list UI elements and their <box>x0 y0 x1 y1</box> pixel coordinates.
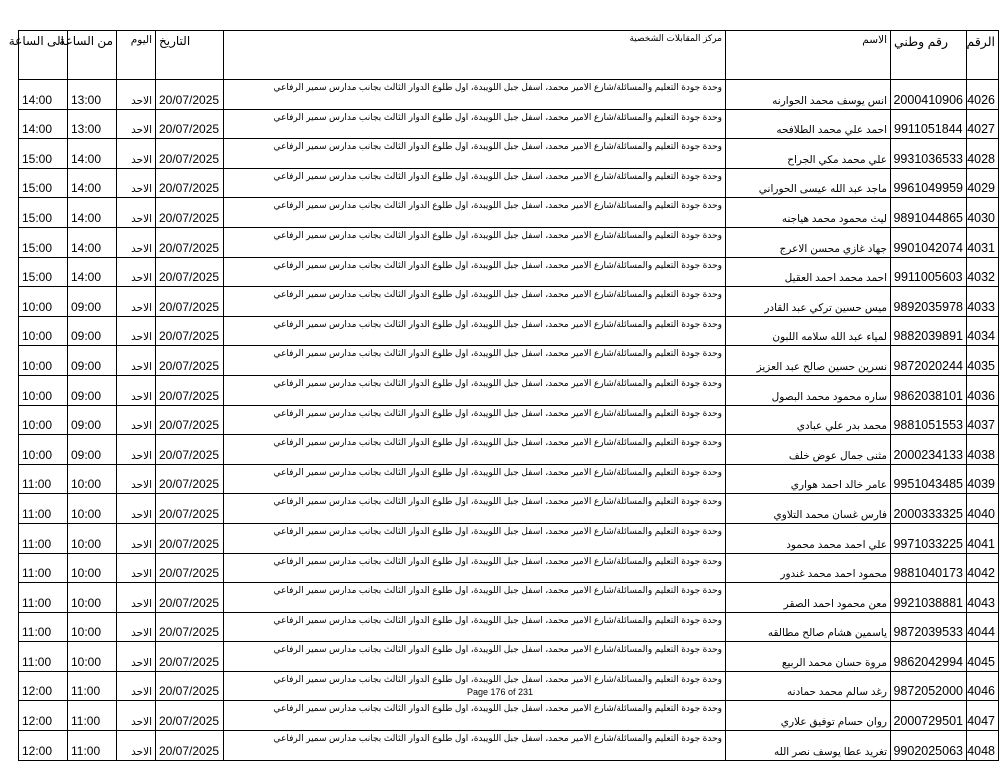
cell-national-id: 9881051553 <box>891 405 967 435</box>
cell-day: الاحد <box>117 701 156 731</box>
cell-center: وحدة جودة التعليم والمسائلة/شارع الامير محمد، اسفل جبل اللويبدة، اول طلوع الدوار الثالث بجانب مدارس سمير الرفاعي <box>224 346 726 376</box>
cell-to-time: 14:00 <box>19 109 68 139</box>
cell-num: 4039 <box>967 464 999 494</box>
cell-center: وحدة جودة التعليم والمسائلة/شارع الامير محمد، اسفل جبل اللويبدة، اول طلوع الدوار الثالث بجانب مدارس سمير الرفاعي <box>224 494 726 524</box>
cell-name: علي محمد مكي الجراح <box>726 139 891 169</box>
cell-from-time: 10:00 <box>68 612 117 642</box>
cell-from-time: 10:00 <box>68 583 117 613</box>
interview-schedule-table <box>8 30 999 761</box>
cell-num: 4036 <box>967 375 999 405</box>
cell-name: احمد محمد احمد العقيل <box>726 257 891 287</box>
cell-center: وحدة جودة التعليم والمسائلة/شارع الامير محمد، اسفل جبل اللويبدة، اول طلوع الدوار الثالث بجانب مدارس سمير الرفاعي <box>224 612 726 642</box>
cell-national-id: 9931036533 <box>891 139 967 169</box>
cell-center: وحدة جودة التعليم والمسائلة/شارع الامير محمد، اسفل جبل اللويبدة، اول طلوع الدوار الثالث بجانب مدارس سمير الرفاعي <box>224 553 726 583</box>
cell-day: الاحد <box>117 494 156 524</box>
cell-to-time: 11:00 <box>19 523 68 553</box>
cell-day: الاحد <box>117 523 156 553</box>
cell-from-time: 11:00 <box>68 671 117 701</box>
table-row <box>19 257 999 287</box>
cell-to-time: 15:00 <box>19 168 68 198</box>
table-row <box>19 523 999 553</box>
header-num: الرقم <box>967 31 999 80</box>
cell-center: وحدة جودة التعليم والمسائلة/شارع الامير محمد، اسفل جبل اللويبدة، اول طلوع الدوار الثالث بجانب مدارس سمير الرفاعي <box>224 168 726 198</box>
cell-from-time: 13:00 <box>68 80 117 110</box>
cell-num: 4029 <box>967 168 999 198</box>
header-row <box>19 31 999 80</box>
cell-date: 20/07/2025 <box>156 346 224 376</box>
cell-to-time: 10:00 <box>19 287 68 317</box>
cell-name: رغد سالم محمد حمادنه <box>726 671 891 701</box>
cell-date: 20/07/2025 <box>156 435 224 465</box>
cell-day: الاحد <box>117 553 156 583</box>
cell-day: الاحد <box>117 316 156 346</box>
cell-day: الاحد <box>117 464 156 494</box>
table-row <box>19 139 999 169</box>
header-day: اليوم <box>117 31 156 80</box>
cell-num: 4047 <box>967 701 999 731</box>
table-row <box>19 109 999 139</box>
cell-national-id: 9891044865 <box>891 198 967 228</box>
cell-center: وحدة جودة التعليم والمسائلة/شارع الامير محمد، اسفل جبل اللويبدة، اول طلوع الدوار الثالث بجانب مدارس سمير الرفاعي <box>224 435 726 465</box>
cell-center: وحدة جودة التعليم والمسائلة/شارع الامير محمد، اسفل جبل اللويبدة، اول طلوع الدوار الثالث بجانب مدارس سمير الرفاعي <box>224 701 726 731</box>
table-row <box>19 287 999 317</box>
cell-num: 4043 <box>967 583 999 613</box>
cell-national-id: 9921038881 <box>891 583 967 613</box>
cell-day: الاحد <box>117 227 156 257</box>
cell-to-time: 14:00 <box>19 80 68 110</box>
table-row <box>19 80 999 110</box>
header-to-time: الى الساعة <box>19 31 68 80</box>
cell-name: ياسمين هشام صالح مطالقه <box>726 612 891 642</box>
table-row <box>19 198 999 228</box>
cell-from-time: 14:00 <box>68 198 117 228</box>
cell-name: محمود احمد محمد غندور <box>726 553 891 583</box>
cell-to-time: 12:00 <box>19 671 68 701</box>
schedule-sheet <box>8 30 995 761</box>
cell-date: 20/07/2025 <box>156 168 224 198</box>
cell-to-time: 15:00 <box>19 257 68 287</box>
cell-from-time: 09:00 <box>68 375 117 405</box>
header-from-time: من الساعة <box>68 31 117 80</box>
cell-from-time: 09:00 <box>68 316 117 346</box>
cell-national-id: 9911051844 <box>891 109 967 139</box>
cell-date: 20/07/2025 <box>156 227 224 257</box>
cell-num: 4032 <box>967 257 999 287</box>
cell-day: الاحد <box>117 375 156 405</box>
cell-national-id: 2000410906 <box>891 80 967 110</box>
cell-national-id: 9901042074 <box>891 227 967 257</box>
table-row <box>19 583 999 613</box>
cell-national-id: 9862038101 <box>891 375 967 405</box>
cell-name: تغريد عطا يوسف نصر الله <box>726 731 891 761</box>
cell-from-time: 14:00 <box>68 257 117 287</box>
cell-to-time: 11:00 <box>19 642 68 672</box>
cell-date: 20/07/2025 <box>156 139 224 169</box>
cell-name: مثنى جمال عوض خلف <box>726 435 891 465</box>
cell-num: 4033 <box>967 287 999 317</box>
cell-from-time: 14:00 <box>68 139 117 169</box>
cell-date: 20/07/2025 <box>156 198 224 228</box>
table-row <box>19 435 999 465</box>
cell-date: 20/07/2025 <box>156 405 224 435</box>
cell-center: وحدة جودة التعليم والمسائلة/شارع الامير محمد، اسفل جبل اللويبدة، اول طلوع الدوار الثالث بجانب مدارس سمير الرفاعي <box>224 642 726 672</box>
cell-national-id: 9951043485 <box>891 464 967 494</box>
cell-date: 20/07/2025 <box>156 642 224 672</box>
cell-name: محمد بدر علي عبادي <box>726 405 891 435</box>
cell-from-time: 14:00 <box>68 168 117 198</box>
cell-center: وحدة جودة التعليم والمسائلة/شارع الامير محمد، اسفل جبل اللويبدة، اول طلوع الدوار الثالث بجانب مدارس سمير الرفاعي <box>224 731 726 761</box>
cell-day: الاحد <box>117 583 156 613</box>
cell-day: الاحد <box>117 346 156 376</box>
cell-center: وحدة جودة التعليم والمسائلة/شارع الامير محمد، اسفل جبل اللويبدة، اول طلوع الدوار الثالث بجانب مدارس سمير الرفاعي <box>224 583 726 613</box>
cell-date: 20/07/2025 <box>156 523 224 553</box>
cell-to-time: 11:00 <box>19 583 68 613</box>
cell-from-time: 10:00 <box>68 642 117 672</box>
cell-date: 20/07/2025 <box>156 109 224 139</box>
cell-date: 20/07/2025 <box>156 612 224 642</box>
cell-to-time: 12:00 <box>19 731 68 761</box>
table-row <box>19 642 999 672</box>
table-row <box>19 346 999 376</box>
cell-from-time: 09:00 <box>68 346 117 376</box>
cell-date: 20/07/2025 <box>156 464 224 494</box>
cell-day: الاحد <box>117 109 156 139</box>
cell-name: جهاد غازي محسن الاعرج <box>726 227 891 257</box>
cell-center: وحدة جودة التعليم والمسائلة/شارع الامير محمد، اسفل جبل اللويبدة، اول طلوع الدوار الثالث بجانب مدارس سمير الرفاعي <box>224 523 726 553</box>
cell-num: 4040 <box>967 494 999 524</box>
cell-from-time: 11:00 <box>68 701 117 731</box>
cell-name: مروة حسان محمد الربيع <box>726 642 891 672</box>
cell-date: 20/07/2025 <box>156 553 224 583</box>
cell-to-time: 15:00 <box>19 139 68 169</box>
cell-national-id: 9961049959 <box>891 168 967 198</box>
table-row <box>19 701 999 731</box>
cell-name: فارس غسان محمد التلاوي <box>726 494 891 524</box>
cell-num: 4027 <box>967 109 999 139</box>
cell-num: 4037 <box>967 405 999 435</box>
cell-center: وحدة جودة التعليم والمسائلة/شارع الامير محمد، اسفل جبل اللويبدة، اول طلوع الدوار الثالث بجانب مدارس سمير الرفاعي <box>224 198 726 228</box>
cell-to-time: 10:00 <box>19 405 68 435</box>
cell-date: 20/07/2025 <box>156 583 224 613</box>
cell-day: الاحد <box>117 139 156 169</box>
cell-name: نسرين حسين صالح عبد العزيز <box>726 346 891 376</box>
cell-day: الاحد <box>117 405 156 435</box>
table-row <box>19 731 999 761</box>
header-name: الاسم <box>726 31 891 80</box>
cell-day: الاحد <box>117 435 156 465</box>
cell-name: عامر خالد احمد هواري <box>726 464 891 494</box>
cell-day: الاحد <box>117 671 156 701</box>
header-center: مركز المقابلات الشخصية <box>224 31 726 80</box>
cell-national-id: 2000729501 <box>891 701 967 731</box>
cell-num: 4041 <box>967 523 999 553</box>
cell-day: الاحد <box>117 642 156 672</box>
cell-to-time: 10:00 <box>19 316 68 346</box>
page-number: Page 176 of 231 <box>466 687 534 697</box>
cell-national-id: 9892035978 <box>891 287 967 317</box>
cell-num: 4046 <box>967 671 999 701</box>
cell-national-id: 9911005603 <box>891 257 967 287</box>
cell-from-time: 10:00 <box>68 553 117 583</box>
cell-date: 20/07/2025 <box>156 287 224 317</box>
table-row <box>19 168 999 198</box>
cell-name: ليث محمود محمد هياجنه <box>726 198 891 228</box>
cell-day: الاحد <box>117 198 156 228</box>
cell-from-time: 14:00 <box>68 227 117 257</box>
cell-num: 4042 <box>967 553 999 583</box>
cell-name: علي احمد محمد محمود <box>726 523 891 553</box>
cell-num: 4038 <box>967 435 999 465</box>
cell-from-time: 09:00 <box>68 287 117 317</box>
cell-to-time: 10:00 <box>19 435 68 465</box>
cell-day: الاحد <box>117 168 156 198</box>
cell-center: وحدة جودة التعليم والمسائلة/شارع الامير محمد، اسفل جبل اللويبدة، اول طلوع الدوار الثالث بجانب مدارس سمير الرفاعي <box>224 139 726 169</box>
table-row <box>19 405 999 435</box>
table-row <box>19 464 999 494</box>
cell-to-time: 10:00 <box>19 375 68 405</box>
cell-center: وحدة جودة التعليم والمسائلة/شارع الامير محمد، اسفل جبل اللويبدة، اول طلوع الدوار الثالث بجانب مدارس سمير الرفاعي <box>224 287 726 317</box>
cell-to-time: 15:00 <box>19 198 68 228</box>
cell-center: وحدة جودة التعليم والمسائلة/شارع الامير محمد، اسفل جبل اللويبدة، اول طلوع الدوار الثالث بجانب مدارس سمير الرفاعي <box>224 227 726 257</box>
cell-from-time: 10:00 <box>68 464 117 494</box>
table-row <box>19 316 999 346</box>
cell-date: 20/07/2025 <box>156 257 224 287</box>
cell-center: وحدة جودة التعليم والمسائلة/شارع الامير محمد، اسفل جبل اللويبدة، اول طلوع الدوار الثالث بجانب مدارس سمير الرفاعي <box>224 671 726 701</box>
cell-to-time: 15:00 <box>19 227 68 257</box>
cell-national-id: 9872020244 <box>891 346 967 376</box>
table-row <box>19 375 999 405</box>
cell-to-time: 10:00 <box>19 346 68 376</box>
cell-date: 20/07/2025 <box>156 731 224 761</box>
table-row <box>19 494 999 524</box>
cell-name: ساره محمود محمد البصول <box>726 375 891 405</box>
cell-date: 20/07/2025 <box>156 375 224 405</box>
table-row <box>19 553 999 583</box>
cell-date: 20/07/2025 <box>156 671 224 701</box>
cell-national-id: 2000234133 <box>891 435 967 465</box>
cell-date: 20/07/2025 <box>156 494 224 524</box>
table-row <box>19 227 999 257</box>
header-date: التاريخ <box>156 31 224 80</box>
cell-center: وحدة جودة التعليم والمسائلة/شارع الامير محمد، اسفل جبل اللويبدة، اول طلوع الدوار الثالث بجانب مدارس سمير الرفاعي <box>224 464 726 494</box>
cell-national-id: 9902025063 <box>891 731 967 761</box>
cell-from-time: 13:00 <box>68 109 117 139</box>
cell-from-time: 09:00 <box>68 435 117 465</box>
cell-to-time: 11:00 <box>19 464 68 494</box>
cell-name: معن محمود احمد الصقر <box>726 583 891 613</box>
cell-day: الاحد <box>117 80 156 110</box>
cell-num: 4030 <box>967 198 999 228</box>
cell-num: 4028 <box>967 139 999 169</box>
cell-from-time: 10:00 <box>68 523 117 553</box>
cell-num: 4031 <box>967 227 999 257</box>
cell-date: 20/07/2025 <box>156 80 224 110</box>
cell-to-time: 11:00 <box>19 494 68 524</box>
cell-day: الاحد <box>117 287 156 317</box>
cell-to-time: 11:00 <box>19 612 68 642</box>
cell-national-id: 9971033225 <box>891 523 967 553</box>
cell-day: الاحد <box>117 731 156 761</box>
cell-num: 4044 <box>967 612 999 642</box>
cell-date: 20/07/2025 <box>156 701 224 731</box>
cell-national-id: 9872052000 <box>891 671 967 701</box>
cell-national-id: 9881040173 <box>891 553 967 583</box>
cell-national-id: 2000333325 <box>891 494 967 524</box>
cell-day: الاحد <box>117 257 156 287</box>
cell-center: وحدة جودة التعليم والمسائلة/شارع الامير محمد، اسفل جبل اللويبدة، اول طلوع الدوار الثالث بجانب مدارس سمير الرفاعي <box>224 80 726 110</box>
cell-center: وحدة جودة التعليم والمسائلة/شارع الامير محمد، اسفل جبل اللويبدة، اول طلوع الدوار الثالث بجانب مدارس سمير الرفاعي <box>224 375 726 405</box>
cell-from-time: 09:00 <box>68 405 117 435</box>
header-national-id: رقم وطني <box>891 31 967 80</box>
table-row <box>19 612 999 642</box>
cell-date: 20/07/2025 <box>156 316 224 346</box>
cell-name: لمياء عبد الله سلامه اللبون <box>726 316 891 346</box>
cell-name: ماجد عبد الله عيسى الحوراني <box>726 168 891 198</box>
cell-from-time: 10:00 <box>68 494 117 524</box>
cell-name: احمد علي محمد الطلافحه <box>726 109 891 139</box>
cell-center: وحدة جودة التعليم والمسائلة/شارع الامير محمد، اسفل جبل اللويبدة، اول طلوع الدوار الثالث بجانب مدارس سمير الرفاعي <box>224 405 726 435</box>
cell-num: 4045 <box>967 642 999 672</box>
cell-num: 4035 <box>967 346 999 376</box>
cell-name: انس يوسف محمد الحوارنه <box>726 80 891 110</box>
cell-from-time: 11:00 <box>68 731 117 761</box>
cell-to-time: 12:00 <box>19 701 68 731</box>
cell-national-id: 9862042994 <box>891 642 967 672</box>
cell-national-id: 9882039891 <box>891 316 967 346</box>
cell-center: وحدة جودة التعليم والمسائلة/شارع الامير محمد، اسفل جبل اللويبدة، اول طلوع الدوار الثالث بجانب مدارس سمير الرفاعي <box>224 109 726 139</box>
cell-num: 4034 <box>967 316 999 346</box>
cell-to-time: 11:00 <box>19 553 68 583</box>
cell-name: ميس حسين تركي عبد القادر <box>726 287 891 317</box>
cell-name: روان حسام توفيق علاري <box>726 701 891 731</box>
cell-center: وحدة جودة التعليم والمسائلة/شارع الامير محمد، اسفل جبل اللويبدة، اول طلوع الدوار الثالث بجانب مدارس سمير الرفاعي <box>224 257 726 287</box>
cell-num: 4026 <box>967 80 999 110</box>
cell-num: 4048 <box>967 731 999 761</box>
cell-national-id: 9872039533 <box>891 612 967 642</box>
cell-day: الاحد <box>117 612 156 642</box>
cell-center: وحدة جودة التعليم والمسائلة/شارع الامير محمد، اسفل جبل اللويبدة، اول طلوع الدوار الثالث بجانب مدارس سمير الرفاعي <box>224 316 726 346</box>
